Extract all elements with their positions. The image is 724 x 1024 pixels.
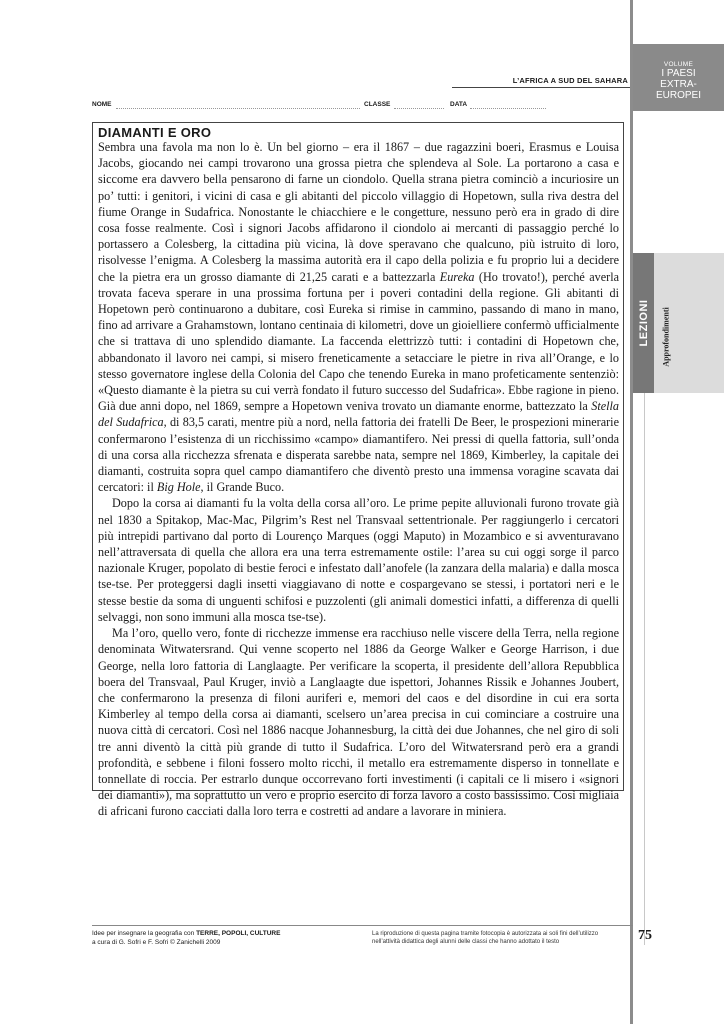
student-info-row (92, 101, 630, 111)
approfondimenti-tab (654, 253, 724, 393)
book-title: TERRE, POPOLI, CULTURE (196, 930, 281, 937)
volume-title-line2: EXTRA- (660, 79, 697, 90)
volume-title-line3: EUROPEI (655, 90, 701, 101)
article-body (98, 139, 619, 820)
chapter-title: L’AFRICA A SUD DEL SAHARA (512, 76, 628, 85)
paragraph-2: Dopo la corsa ai diamanti fu la volta della corsa all’oro. Le prime pepite alluvionali furono trovate già nel 1830 a Spitakop, Mac-Mac, Pilgrim’s Rest nel Transvaal settentrionale. Per raggiungerlo i cercatori più intrepidi partivano dal porto di Lourenço Marques (oggi Maputo) in Mozambico e si avventuravano nell’attraversata di quella che allora era una terra estremamente ostile: l’area su cui oggi sorge il parco nazionale Kruger, popolato di bestie feroci e infestato dall’anofele (la zanzara della malaria) e dalla mosca tse-tse. Per proteggersi dagli insetti viaggiavano di notte e cospargevano se stessi, i portatori neri e le stesse bestie da soma di unguenti schifosi e puzzolenti (gli animali domestici infatti, a differenza di quelli selvaggi, non sono immuni alla mosca tse-tse). (98, 496, 619, 624)
class-label: CLASSE (364, 101, 391, 108)
class-field[interactable] (394, 107, 444, 109)
paragraph-1: Sembra una favola ma non lo è. Un bel giorno – era il 1867 – due ragazzini boeri, Erasmus e Louisa Jacobs, giocando nei campi trovarono una grossa pietra che splendeva al Sole. La portarono a casa e siccome era davvero bella pensarono di farne un ciondolo. Quella strana pietra cominciò a incuriosire un po’ tutti: i genitori, i vicini di casa e gli abitanti del piccolo villaggio di Hopetown, sulla riva destra del fiume Orange in Sudafrica. Nonostante le chiacchiere e le congetture, nessuno però era in grado di dire cosa fosse realmente. Così i signori Jacobs affidarono il ciondolo ai mercanti di passaggio perché lo portassero a Colesberg, la cittadina più vicina, là dove speravano che qualcuno, più istruito di loro, risolvesse l’enigma. A Colesberg la massima autorità era il capo della polizia e fu proprio lui a decidere che la pietra era un grosso diamante di 21,25 carati e a battezzarla Eureka (Ho trovato!), perché averla trovata faceva sperare in una prossima fortuna per i poveri contadini della regione. Gli abitanti di Hopetown però continuarono a dubitare, così Eureka si rimise in cammino, passando di mano in mano, fino ad arrivare a Grahamstown, lontano centinaia di kilometri, dove un gioielliere confermò ufficialmente che si trattava di uno splendido diamante. La faccenda elettrizzò tutti: i contadini di Hopetown che, abbandonato il lavoro nei campi, si misero freneticamente a setacciare le pietre in riva all’Orange, e lo stesso governatore inglese della Colonia del Capo che tenendo Eureka in mano profeticamente sentenziò: «Questo diamante è la pietra su cui verrà fondato il futuro successo del Sudafrica». Ebbe ragione in pieno. Già due anni dopo, nel 1869, sempre a Hopetown veniva trovato un diamante enorme, battezzato la Stella del Sudafrica, di 83,5 carati, mentre più a nord, nella fattoria dei fratelli De Beer, le prospezioni minerarie confermarono l’esistenza di un ricchissimo «campo» diamantifero. Nei pressi di quella fattoria, sull’onda di una corsa alla ricchezza sfrenata e disperata sarebbe nata, sempre nel 1869, Kimberley, la capitale dei diamanti, costruita sopra quel campo diamantifero che diventò presto una immensa voragine scavata dai cercatori: il Big Hole, il Grande Buco. (98, 140, 619, 495)
lezioni-tab (633, 253, 654, 393)
lezioni-label: LEZIONI (637, 299, 650, 347)
name-label: NOME (92, 101, 112, 108)
footer-credits: Idee per insegnare la geografia con TERRE, POPOLI, CULTURE a cura di G. Sofri e F. Sofri © Zanichelli 2009 (92, 930, 281, 946)
date-field[interactable] (470, 107, 546, 109)
copyright-notice: La riproduzione di questa pagina tramite fotocopia è autorizzata ai soli fini dell’utilizzo nell’attività didattica degli alunni delle classi che hanno adottato il testo (372, 931, 599, 945)
footer-rule (92, 925, 633, 926)
volume-label: VOLUME (663, 61, 694, 68)
volume-tab (633, 44, 724, 111)
date-label: DATA (450, 101, 468, 108)
article-title: DIAMANTI E ORO (98, 125, 212, 140)
name-field[interactable] (116, 107, 360, 109)
approfondimenti-label: Approfondimenti (661, 307, 671, 367)
volume-title-line1: I PAESI (661, 68, 696, 79)
page-number: 75 (638, 928, 652, 943)
header-rule (452, 87, 630, 88)
page-margin-bar (630, 0, 633, 1024)
editors-line: a cura di G. Sofri e F. Sofri © Zanichelli 2009 (92, 938, 221, 946)
paragraph-3: Ma l’oro, quello vero, fonte di ricchezze immense era racchiuso nelle viscere della Terra, nella regione denominata Witwatersrand. Qui venne scoperto nel 1886 da George Walker e George Harrison, i due George, nella loro fattoria di Langlaagte. Per verificare la scoperta, il presidente dell’allora Repubblica boera del Transvaal, Paul Kruger, inviò a Langlaagte due ispettori, Johannes Rissik e Johannes Joubert, che confermarono la presenza di filoni auriferi e, memori del caos e del disordine in cui era sorta Kimberley al tempo della corsa ai diamanti, scelsero un’area precisa in cui cominciare a costruire una nuova città di cercatori. Così nel 1886 nacque Johannesburg, la città dei due Johannes, che nel giro di soli tre anni diventò la città più grande di tutto il Sudafrica. L’oro del Witwatersrand però era a grandi profondità, e sebbene i filoni fossero molto ricchi, il metallo era estremamente disperso in tonnellate e tonnellate di roccia. Per estrarlo dunque occorrevano forti investimenti (i capitali ce li misero i «signori dei diamanti»), ma soprattutto un vero e proprio esercito di forza lavoro a costo bassissimo. Così migliaia di africani furono cacciati dalla loro terra e costretti ad andare a lavorare in miniera. (98, 626, 619, 819)
